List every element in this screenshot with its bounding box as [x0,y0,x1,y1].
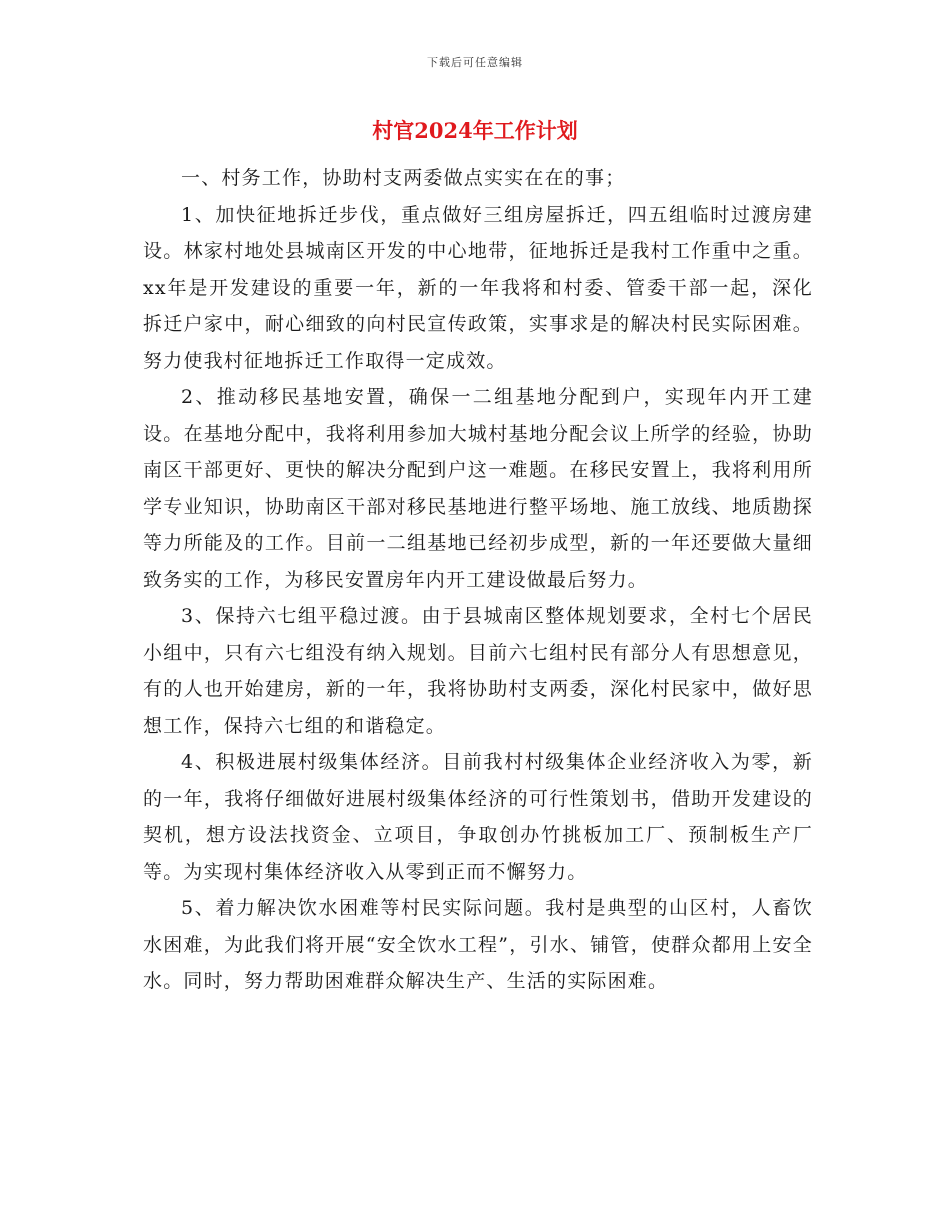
document-body [143,160,813,1000]
paragraph-item-3: 3、保持六七组平稳过渡。由于县城南区整体规划要求，全村七个居民小组中，只有六七组没有纳入规划。目前六七组村民有部分人有思想意见，有的人也开始建房，新的一年，我将协助村支两委，深化村民家中，做好思想工作，保持六七组的和谐稳定。 [143,605,813,737]
paragraph-item-2: 2、推动移民基地安置，确保一二组基地分配到户，实现年内开工建设。在基地分配中，我将利用参加大城村基地分配会议上所学的经验，协助南区干部更好、更快的解决分配到户这一难题。在移民安置上，我将利用所学专业知识，协助南区干部对移民基地进行整平场地、施工放线、地质勘探等力所能及的工作。目前一二组基地已经初步成型，新的一年还要做大量细致务实的工作，为移民安置房年内开工建设做最后努力。 [143,386,813,591]
paragraph-item-4: 4、积极进展村级集体经济。目前我村村级集体企业经济收入为零，新的一年，我将仔细做好进展村级集体经济的可行性策划书，借助开发建设的契机，想方设法找资金、立项目，争取创办竹挑板加工厂、预制板生产厂等。为实现村集体经济收入从零到正而不懈努力。 [143,751,813,883]
paragraph-item-5: 5、着力解决饮水困难等村民实际问题。我村是典型的山区村，人畜饮水困难，为此我们将开展“安全饮水工程”，引水、铺管，使群众都用上安全水。同时，努力帮助困难群众解决生产、生活的实际困难。 [143,897,813,992]
paragraph-section-heading: 一、村务工作，协助村支两委做点实实在在的事； [181,167,626,189]
paragraph-item-1: 1、加快征地拆迁步伐，重点做好三组房屋拆迁，四五组临时过渡房建设。林家村地处县城南区开发的中心地带，征地拆迁是我村工作重中之重。xx年是开发建设的重要一年，新的一年我将和村委、管委干部一起，深化拆迁户家中，耐心细致的向村民宣传政策，实事求是的解决村民实际困难。努力使我村征地拆迁工作取得一定成效。 [143,203,813,372]
page-header-note: 下载后可任意编辑 [427,56,523,69]
document-title: 村官2024年工作计划 [372,118,578,143]
